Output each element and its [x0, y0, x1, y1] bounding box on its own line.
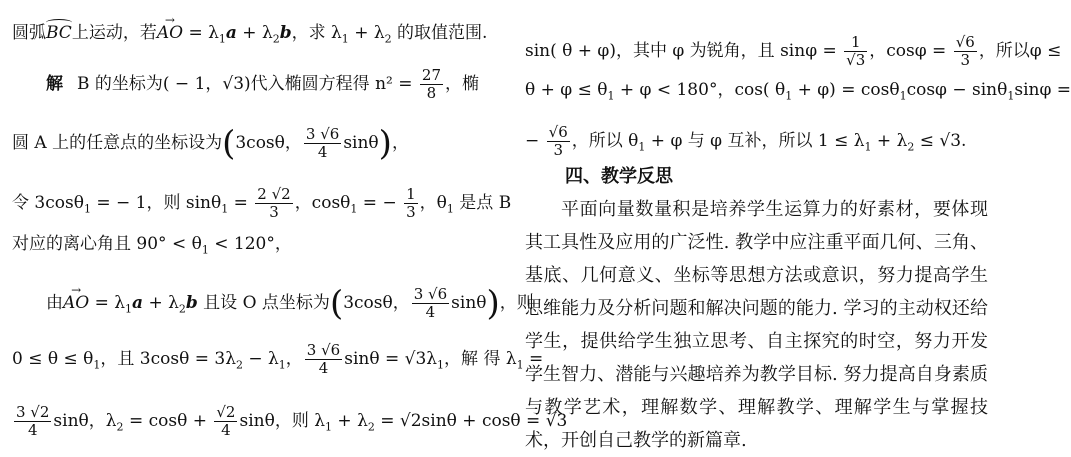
fraction	[255, 186, 292, 221]
subscript: 1	[785, 89, 793, 103]
numerator: 1	[844, 34, 867, 52]
subscript: 1	[516, 358, 524, 372]
text: =	[228, 193, 254, 213]
text: 0 ≤ θ ≤ θ	[12, 349, 94, 369]
fraction	[404, 186, 418, 221]
math-line-4	[12, 186, 511, 221]
math-line-8	[12, 404, 567, 439]
fraction	[214, 404, 237, 439]
numerator: 1	[406, 185, 416, 203]
math-line-r1	[525, 34, 1061, 69]
subscript: 1	[638, 140, 646, 154]
reflection-paragraph: 平面向量数量积是培养学生运算力的好素材，要体现其工具性及应用的广泛性. 教学中应注重平面几何、三角、基底、几何意义、坐标等思想方法或意识，努力提高学生思维能力及分析问题和解决问题的能力. 学习的主动权还给学生，提供给学生独立思考、自主探究的时空，努力开发学生智力、潜能与兴趣培养为教学目标. 努力提高自身素质与教学艺术，理解数学、理解教学、理解学生与掌握技术，开创自己教学的新篇章.	[525, 199, 988, 451]
paren-open: (	[222, 123, 236, 164]
subscript: 1	[437, 358, 445, 372]
numerator: 3 √6	[305, 125, 340, 143]
subscript: 1	[221, 202, 229, 216]
paren-close: )	[486, 283, 500, 324]
denominator: 4	[221, 421, 231, 439]
paren-open: (	[329, 283, 344, 324]
fraction	[412, 286, 449, 321]
vector-b: b	[185, 293, 198, 313]
numerator: √6	[548, 123, 568, 141]
text: + λ	[143, 293, 179, 313]
subscript: 1	[341, 32, 349, 46]
denominator: 3	[553, 141, 563, 159]
denominator: 4	[318, 359, 329, 377]
subscript: 1	[864, 140, 872, 154]
text: 3cosθ，	[343, 293, 410, 313]
text: = −	[357, 193, 403, 213]
text: 圆弧	[12, 23, 46, 43]
text: 是点 B	[453, 193, 512, 213]
subscript: 2	[116, 420, 124, 434]
math-line-r2	[525, 79, 1071, 101]
paren-close: )	[378, 123, 392, 164]
subscript: 2	[235, 358, 243, 372]
text: + λ	[348, 23, 385, 43]
text: 令 3cosθ	[12, 193, 84, 213]
text: + λ	[236, 23, 273, 43]
text: ≤ √3.	[914, 131, 967, 151]
vector-a: a	[225, 23, 237, 43]
section-heading: 四、教学反思	[565, 166, 673, 187]
text: ，则	[499, 293, 534, 313]
vector-a: a	[132, 293, 144, 313]
denominator: 3	[960, 51, 971, 69]
text: −	[525, 131, 545, 151]
denominator: 4	[27, 421, 38, 439]
text: ，θ	[419, 193, 447, 213]
text: ，求 λ	[291, 23, 342, 43]
math-line-6	[12, 283, 534, 324]
text: cosφ − sinθ	[906, 80, 1008, 100]
text: θ + φ ≤ θ	[525, 80, 608, 100]
numerator: 3 √6	[413, 285, 448, 303]
text: ，cosθ	[294, 193, 351, 213]
text: sinφ =	[1014, 80, 1071, 100]
subscript: 1	[325, 420, 333, 434]
text: ，所以 θ	[571, 131, 639, 151]
text: = λ	[89, 293, 126, 313]
denominator: √3	[846, 51, 866, 69]
numerator: √2	[216, 403, 236, 421]
text: 的取值范围.	[391, 23, 488, 43]
text: + λ	[332, 411, 368, 431]
subscript: 1	[93, 358, 101, 372]
math-line-3	[12, 123, 409, 164]
denominator: 4	[317, 143, 328, 161]
subscript: 2	[367, 420, 375, 434]
text: − λ	[242, 349, 279, 369]
text: + φ) = cosθ	[792, 80, 900, 100]
text: ，cosφ =	[869, 41, 952, 61]
subscript: 1	[899, 89, 907, 103]
text: 3cosθ，	[235, 133, 302, 153]
text: ，解 得 λ	[444, 349, 517, 369]
solution-label: 解	[46, 74, 63, 94]
text: ，椭	[445, 74, 479, 94]
numerator: 3 √6	[306, 341, 341, 359]
text: + φ 与 φ 互补，所以 1 ≤ λ	[645, 131, 865, 151]
fraction	[420, 67, 443, 102]
text: = cosθ +	[123, 411, 213, 431]
math-line-2	[12, 67, 479, 102]
numerator: 3 √2	[16, 403, 50, 421]
text: 由	[46, 293, 63, 313]
vector-ao: → AO	[157, 22, 183, 44]
text: = − 1，则 sinθ	[90, 193, 222, 213]
text: + φ < 180°，cos( θ	[614, 80, 786, 100]
subscript: 1	[125, 302, 133, 316]
text: sinθ，λ	[53, 411, 117, 431]
fraction	[547, 124, 570, 159]
arc-bc: BC	[46, 23, 72, 43]
text: 且设 O 点坐标为	[197, 293, 330, 313]
subscript: 1	[607, 89, 615, 103]
fraction	[954, 34, 977, 69]
text: 对应的离心角且 90° < θ	[12, 234, 202, 254]
vector-b: b	[279, 23, 292, 43]
text: sinθ	[343, 133, 379, 153]
subscript: 1	[278, 358, 286, 372]
text: ，	[391, 133, 409, 153]
text: = λ	[183, 23, 219, 43]
text: + λ	[871, 131, 908, 151]
numerator: 27	[421, 66, 441, 84]
subscript: 1	[350, 202, 358, 216]
subscript: 2	[272, 32, 280, 46]
subscript: 1	[201, 243, 209, 257]
subscript: 1	[446, 202, 454, 216]
math-line-5	[12, 233, 292, 255]
denominator: 3	[269, 203, 279, 221]
numerator: 2 √2	[257, 185, 291, 203]
vector-ao: → AO	[63, 292, 89, 314]
numerator: √6	[955, 33, 975, 51]
text: sinθ，则 λ	[239, 411, 326, 431]
text: = √2sinθ + cosθ = √3	[374, 411, 568, 431]
math-line-7: $0 \le \theta \le \theta_1$，且 $3\cos\theta = 3\lambda_2 - \lambda_1$， $\frac{3 √6}{4}$ $\sin\theta = √3\lambda_1$，解 得 $\lambda_1$ =	[12, 341, 544, 377]
denominator: 3	[406, 203, 416, 221]
math-line-1	[12, 22, 487, 44]
denominator: 8	[426, 84, 437, 102]
fraction	[844, 34, 867, 69]
subscript: 2	[907, 140, 915, 154]
subscript: 2	[384, 32, 392, 46]
denominator: 4	[425, 303, 436, 321]
text: 圆 A 上的任意点的坐标设为	[12, 133, 223, 153]
math-line-r3	[525, 124, 966, 159]
text: ，所以φ ≤	[978, 41, 1062, 61]
subscript: 1	[218, 32, 226, 46]
fraction	[305, 342, 342, 377]
text: < 120°，	[208, 234, 292, 254]
text: =	[523, 349, 544, 369]
text: B 的坐标为( − 1，√3)代入椭圆方程得 n² =	[77, 74, 418, 94]
fraction	[304, 126, 341, 161]
text: 上运动，若	[71, 23, 157, 43]
fraction	[14, 404, 51, 439]
subscript: 1	[1007, 89, 1015, 103]
subscript: 2	[178, 302, 186, 316]
text: sin( θ + φ)，其中 φ 为锐角，且 sinφ =	[525, 41, 843, 61]
text: sinθ = √3λ	[344, 349, 438, 369]
text: sinθ	[451, 293, 487, 313]
subscript: 1	[83, 202, 91, 216]
text: ，且 3cosθ = 3λ	[100, 349, 236, 369]
